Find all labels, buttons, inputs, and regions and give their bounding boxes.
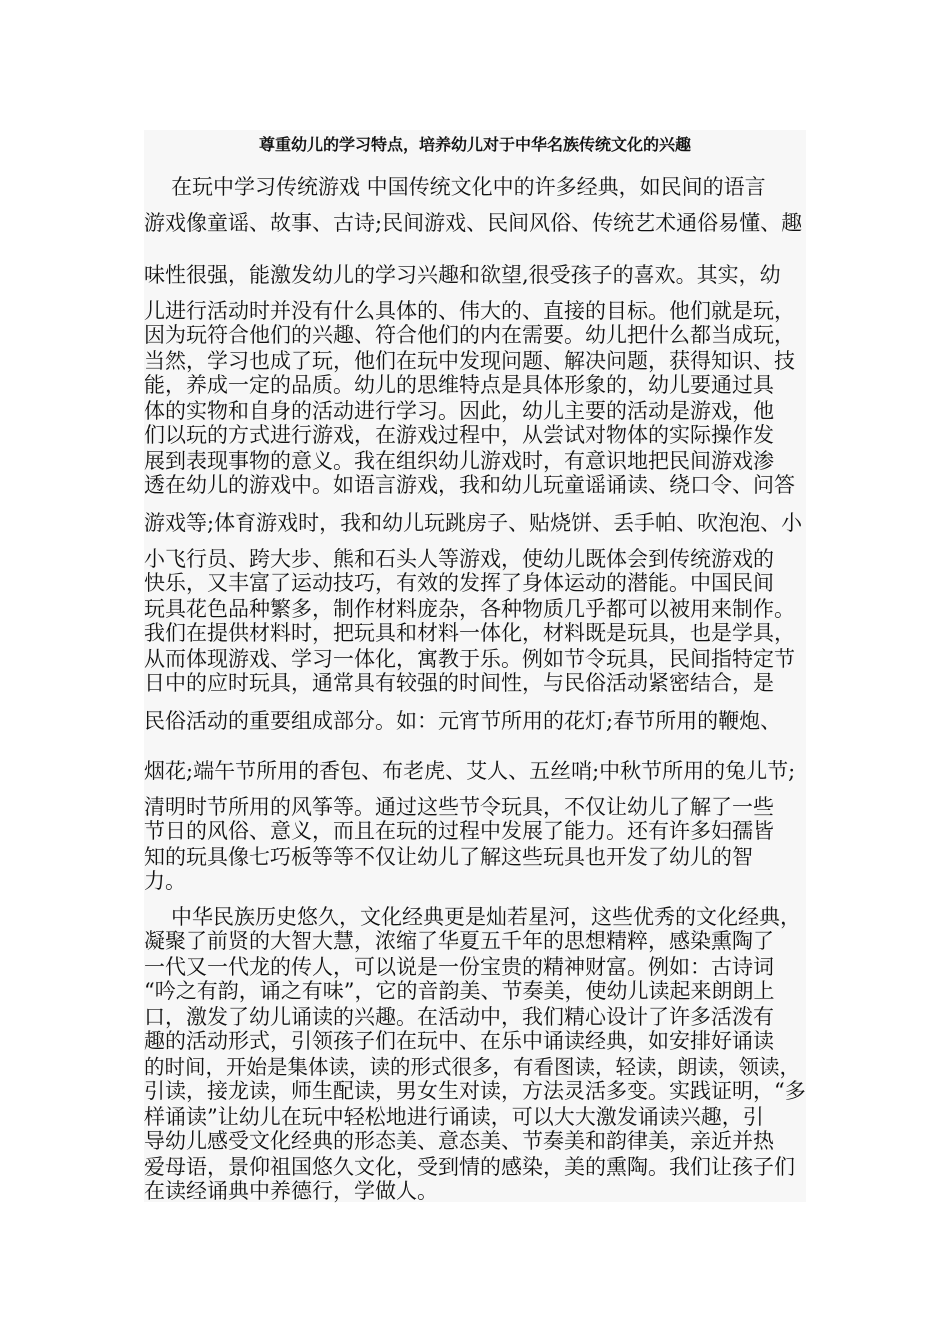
text-line: 烟花;端午节所用的香包、布老虎、艾人、五丝哨;中秋节所用的兔儿节; xyxy=(144,759,796,783)
text-line: 民俗活动的重要组成部分。如：元宵节所用的花灯;春节所用的鞭炮、 xyxy=(144,709,782,733)
text-line: 味性很强，能激发幼儿的学习兴趣和欲望,很受孩子的喜欢。其实，幼 xyxy=(144,263,781,287)
text-line: 游戏像童谣、故事、古诗;民间游戏、民间风俗、传统艺术通俗易懂、趣 xyxy=(144,211,803,235)
text-line: 体的实物和自身的活动进行学习。因此，幼儿主要的活动是游戏，他 xyxy=(144,399,774,423)
text-line: 节日的风俗、意义，而且在玩的过程中发展了能力。还有许多妇孺皆 xyxy=(144,819,774,843)
text-line: 因为玩符合他们的兴趣、符合他们的内在需要。幼儿把什么都当成玩， xyxy=(144,323,795,347)
text-line: 口，激发了幼儿诵读的兴趣。在活动中，我们精心设计了许多活泼有 xyxy=(144,1005,774,1029)
text-line: 知的玩具像七巧板等等不仅让幼儿了解这些玩具也开发了幼儿的智 xyxy=(144,845,753,869)
text-line: 力。 xyxy=(144,869,186,893)
text-line: 展到表现事物的意义。我在组织幼儿游戏时，有意识地把民间游戏渗 xyxy=(144,449,774,473)
text-line: 能，养成一定的品质。幼儿的思维特点是具体形象的，幼儿要通过具 xyxy=(144,373,774,397)
text-line: 样诵读”让幼儿在玩中轻松地进行诵读，可以大大激发诵读兴趣，引 xyxy=(144,1105,764,1129)
text-line: 在玩中学习传统游戏 中国传统文化中的许多经典，如民间的语言 xyxy=(171,175,766,199)
text-line: 中华民族历史悠久，文化经典更是灿若星河，这些优秀的文化经典， xyxy=(171,905,801,929)
text-line: 一代又一代龙的传人，可以说是一份宝贵的精神财富。例如：古诗词 xyxy=(144,955,774,979)
text-line: 趣的活动形式，引领孩子们在玩中、在乐中诵读经典，如安排好诵读 xyxy=(144,1029,774,1053)
text-line: 凝聚了前贤的大智大慧，浓缩了华夏五千年的思想精粹，感染熏陶了 xyxy=(144,929,774,953)
document-title: 尊重幼儿的学习特点，培养幼儿对于中华名族传统文化的兴趣 xyxy=(258,135,691,154)
text-line: 爱母语，景仰祖国悠久文化，受到情的感染，美的熏陶。我们让孩子们 xyxy=(144,1155,795,1179)
text-line: 我们在提供材料时，把玩具和材料一体化，材料既是玩具，也是学具， xyxy=(144,621,795,645)
text-line: 当然，学习也成了玩，他们在玩中发现问题、解决问题，获得知识、技 xyxy=(144,349,795,373)
text-line: 快乐，又丰富了运动技巧，有效的发挥了身体运动的潜能。中国民间 xyxy=(144,571,774,595)
text-line: “吟之有韵，诵之有味”，它的音韵美、节奏美，使幼儿读起来朗朗上 xyxy=(144,979,775,1003)
text-line: 们以玩的方式进行游戏，在游戏过程中，从尝试对物体的实际操作发 xyxy=(144,423,774,447)
text-line: 小飞行员、跨大步、熊和石头人等游戏，使幼儿既体会到传统游戏的 xyxy=(144,547,774,571)
text-line: 从而体现游戏、学习一体化，寓教于乐。例如节令玩具，民间指特定节 xyxy=(144,647,795,671)
text-line: 儿进行活动时并没有什么具体的、伟大的、直接的目标。他们就是玩， xyxy=(144,299,795,323)
text-line: 的时间，开始是集体读，读的形式很多，有看图读，轻读，朗读，领读， xyxy=(144,1055,800,1079)
text-line: 导幼儿感受文化经典的形态美、意态美、节奏美和韵律美，亲近并热 xyxy=(144,1129,774,1153)
text-line: 玩具花色品种繁多，制作材料庞杂，各种物质几乎都可以被用来制作。 xyxy=(144,597,795,621)
text-line: 透在幼儿的游戏中。如语言游戏，我和幼儿玩童谣诵读、绕口令、问答 xyxy=(144,473,795,497)
text-line: 引读，接龙读，师生配读，男女生对读，方法灵活多变。实践证明，“多 xyxy=(144,1079,806,1103)
text-line: 日中的应时玩具，通常具有较强的时间性，与民俗活动紧密结合，是 xyxy=(144,671,774,695)
text-line: 游戏等;体育游戏时，我和幼儿玩跳房子、贴烧饼、丢手帕、吹泡泡、小 xyxy=(144,511,803,535)
text-line: 清明时节所用的风筝等。通过这些节令玩具，不仅让幼儿了解了一些 xyxy=(144,795,774,819)
text-line: 在读经诵典中养德行，学做人。 xyxy=(144,1179,438,1203)
